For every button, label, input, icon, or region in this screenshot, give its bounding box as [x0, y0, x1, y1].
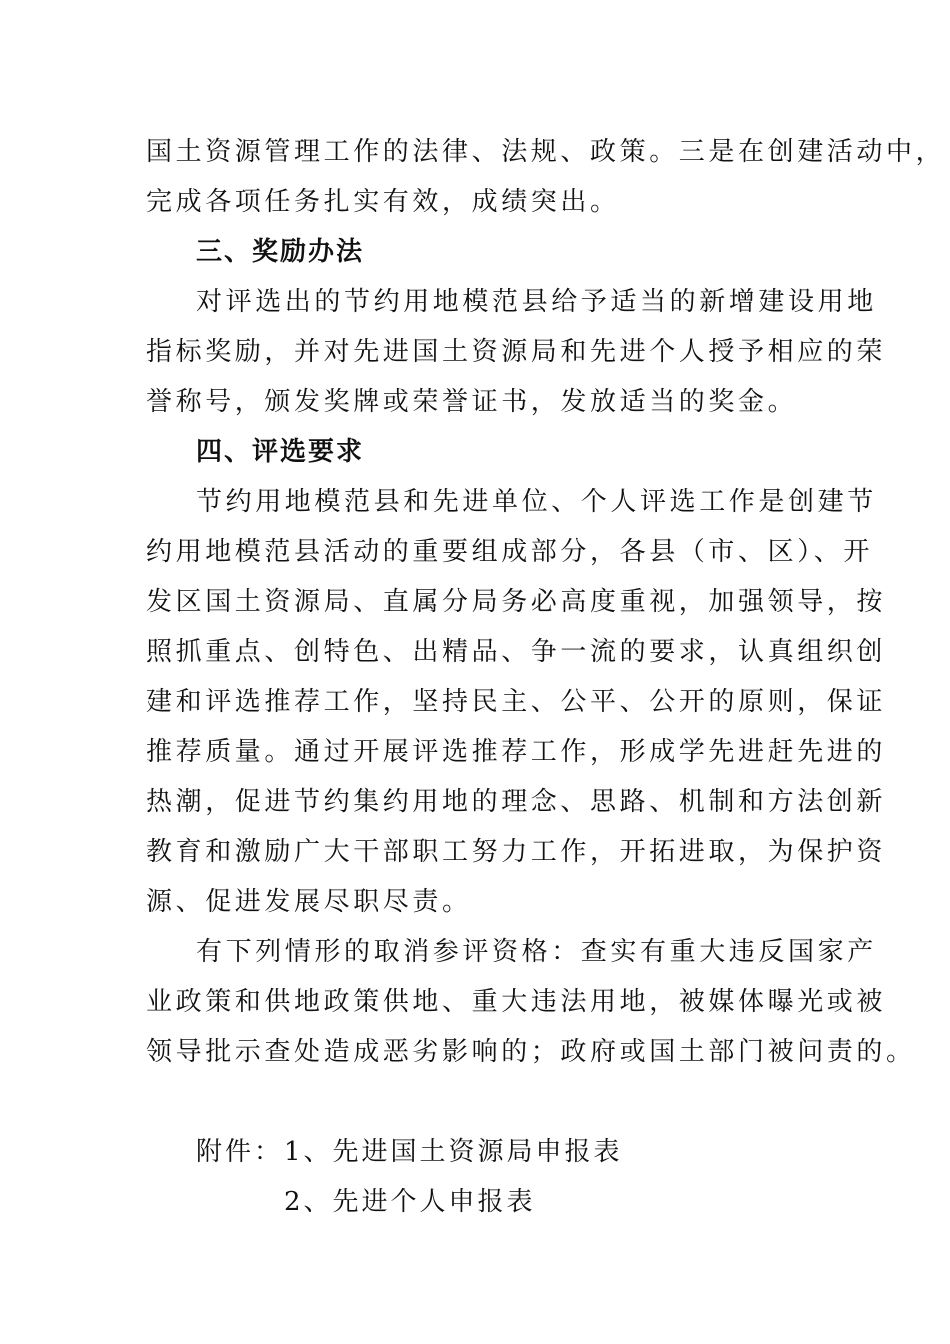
paragraph-line: 国土资源管理工作的法律、法规、政策。三是在创建活动中，: [146, 137, 946, 167]
paragraph-line: 热潮，促进节约集约用地的理念、思路、机制和方法创新: [146, 787, 887, 817]
paragraph-line: 源、促进发展尽职尽责。: [146, 887, 472, 917]
attachment-item: 2、先进个人申报表: [284, 1187, 536, 1217]
paragraph-line: 教育和激励广大干部职工努力工作，开拓进取，为保护资: [146, 837, 887, 867]
attachment-item: 1、先进国土资源局申报表: [284, 1137, 623, 1167]
paragraph-line: 发区国土资源局、直属分局务必高度重视，加强领导，按: [146, 587, 887, 617]
paragraph-line: 节约用地模范县和先进单位、个人评选工作是创建节: [196, 487, 877, 517]
paragraph-line: 照抓重点、创特色、出精品、争一流的要求，认真组织创: [146, 637, 887, 667]
section-heading-rewards: 三、奖励办法: [196, 237, 365, 267]
attachments-label: 附件：: [196, 1137, 284, 1167]
paragraph-line: 业政策和供地政策供地、重大违法用地，被媒体曝光或被: [146, 987, 887, 1017]
paragraph-line: 建和评选推荐工作，坚持民主、公平、公开的原则，保证: [146, 687, 887, 717]
paragraph-line: 对评选出的节约用地模范县给予适当的新增建设用地: [196, 287, 877, 317]
paragraph-line: 指标奖励，并对先进国土资源局和先进个人授予相应的荣: [146, 337, 887, 367]
paragraph-line: 约用地模范县活动的重要组成部分，各县（市、区）、开: [146, 537, 874, 567]
section-heading-requirements: 四、评选要求: [196, 437, 365, 467]
paragraph-line: 推荐质量。通过开展评选推荐工作，形成学先进赶先进的: [146, 737, 887, 767]
paragraph-line: 誉称号，颁发奖牌或荣誉证书，发放适当的奖金。: [146, 387, 798, 417]
paragraph-line: 有下列情形的取消参评资格：查实有重大违反国家产: [196, 937, 877, 967]
paragraph-line: 领导批示查处造成恶劣影响的；政府或国土部门被问责的。: [146, 1037, 916, 1067]
paragraph-line: 完成各项任务扎实有效，成绩突出。: [146, 187, 620, 217]
